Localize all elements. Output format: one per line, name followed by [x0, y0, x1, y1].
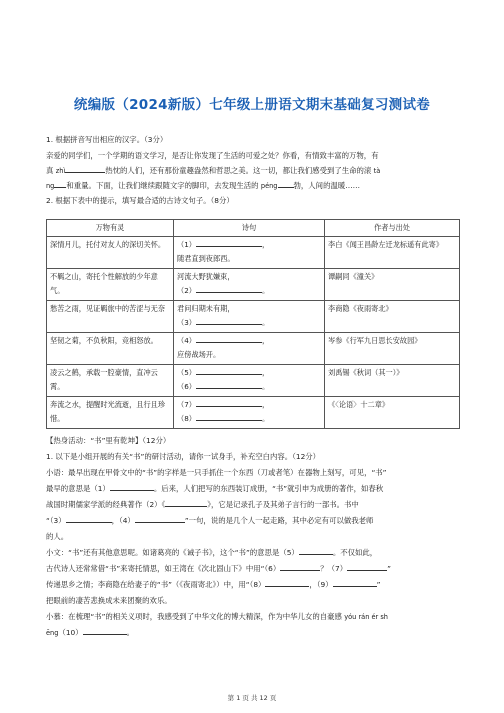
para-xiaoyan-2: ēng（10） 。	[46, 628, 135, 637]
q1-heading: 1. 根据拼音写出相应的汉字。（3分）	[46, 135, 168, 144]
para-xiaoshuang-5: 的人。	[46, 532, 69, 541]
para-xiaoyan-1: 小慕：在梳理“书”的相关义项时，我感受到了中华文化的博大精深，作为中华儿女的自豪感 yóu rán ér sh	[46, 612, 388, 621]
page-footer: 第 1 页 共 12 页	[227, 694, 277, 702]
col-header-meaning: 万物有灵	[47, 220, 174, 237]
q1-line-1: 亲爱的同学们，一个学期的语文学习，是否让你发现了生活的可爱之处？你看，有情致丰富的万物，有	[46, 151, 379, 160]
q1-line-2: 真 zhì 热忱的人们，还有那份童趣盎然和哲思之美。这一切，都让我们感受到了生命的滚 tà	[46, 166, 381, 175]
para-xiaoshuang-3: 战国时期儒家学派的经典著作（2）《 》，它是记录孔子及其弟子言行的一部书。书中	[46, 500, 359, 509]
poem-table	[46, 219, 460, 429]
q2-heading: 2. 根据下表中的提示，填写最合适的古诗文句子。（8分）	[46, 196, 234, 205]
activity-q1-heading: 1. 以下是小组开展的有关“书”的研讨活动，请你一试身手，补充空白内容。（12分）	[46, 452, 321, 461]
table-row: 凌云之鹤，承载一腔豪情，直冲云霄。 （5） ， （6） 。 刘禹锡《秋词（其一）》	[47, 365, 460, 397]
para-xiaoshuang-1: 小语：最早出现在甲骨文中的“书”的字样是一只手抓住一个东西（刀或者笔）在器物上刻写，可见，“书”	[46, 468, 387, 477]
table-row: 不羁之山，寄托个性解放的少年意气。 河流大野犹嫌束， （2） 。 谭嗣同《潼关》	[47, 269, 460, 301]
para-xiaowen-4: 把眼前的凄苦悲换成未来团聚的欢乐。	[46, 596, 172, 605]
col-header-verse: 诗句	[174, 220, 325, 237]
q1-line-3: ng 和重量。下面，让我们继续跟随文字的脚印，去发现生活的 péng 勃，人间的温暖……	[46, 181, 361, 190]
table-row: 深情月儿，托付对友人的深切关怀。 （1） ， 随君直到夜郎西。 李白《闻王昌龄左迁龙标遥有此寄》	[47, 237, 460, 269]
para-xiaoshuang-4: “（3） ，（4） ”一句，说的是几个人一起走路，其中必定有可以做我老师	[46, 516, 374, 525]
para-xiaowen-2: 古代诗人还常常借“书”来寄托情思，如王湾在《次北固山下》中用“（6） ？（7） ”	[46, 564, 391, 573]
document-title: 统编版（2024新版）七年级上册语文期末基础复习测试卷	[73, 97, 431, 113]
table-row: 奔流之水，提醒时光流逝，且行且珍惜。 （7） ， （8） 。 《〈论语〉十二章》	[47, 397, 460, 429]
para-xiaoshuang-2: 最早的意思是（1） 。后来，人们把写的东西装订成册，“书”就引申为成册的著作，如春秋	[46, 484, 384, 493]
table-row: 坚韧之菊，不负秋阳，竞相怒放。 （4） ， 应傍战场开。 岑参《行军九日思长安故园》	[47, 333, 460, 365]
col-header-source: 作者与出处	[325, 220, 460, 237]
activity-heading: 【热身活动：“书”里有乾坤】（12分）	[46, 436, 171, 445]
para-xiaowen-1: 小文：“书”还有其他意思呢。如诸葛亮的《诫子书》，这个“书”的意思是（5） 。不仅如此，	[46, 548, 378, 557]
para-xiaowen-3: 传递思乡之情；李商隐在给妻子的“书”（《夜雨寄北》）中，用“（8） ，（9） ”	[46, 580, 381, 589]
table-row: 愁苦之雨，见证羁旅中的苦涩与无奈 君问归期未有期， （3） 。 李商隐《夜雨寄北》	[47, 301, 460, 333]
